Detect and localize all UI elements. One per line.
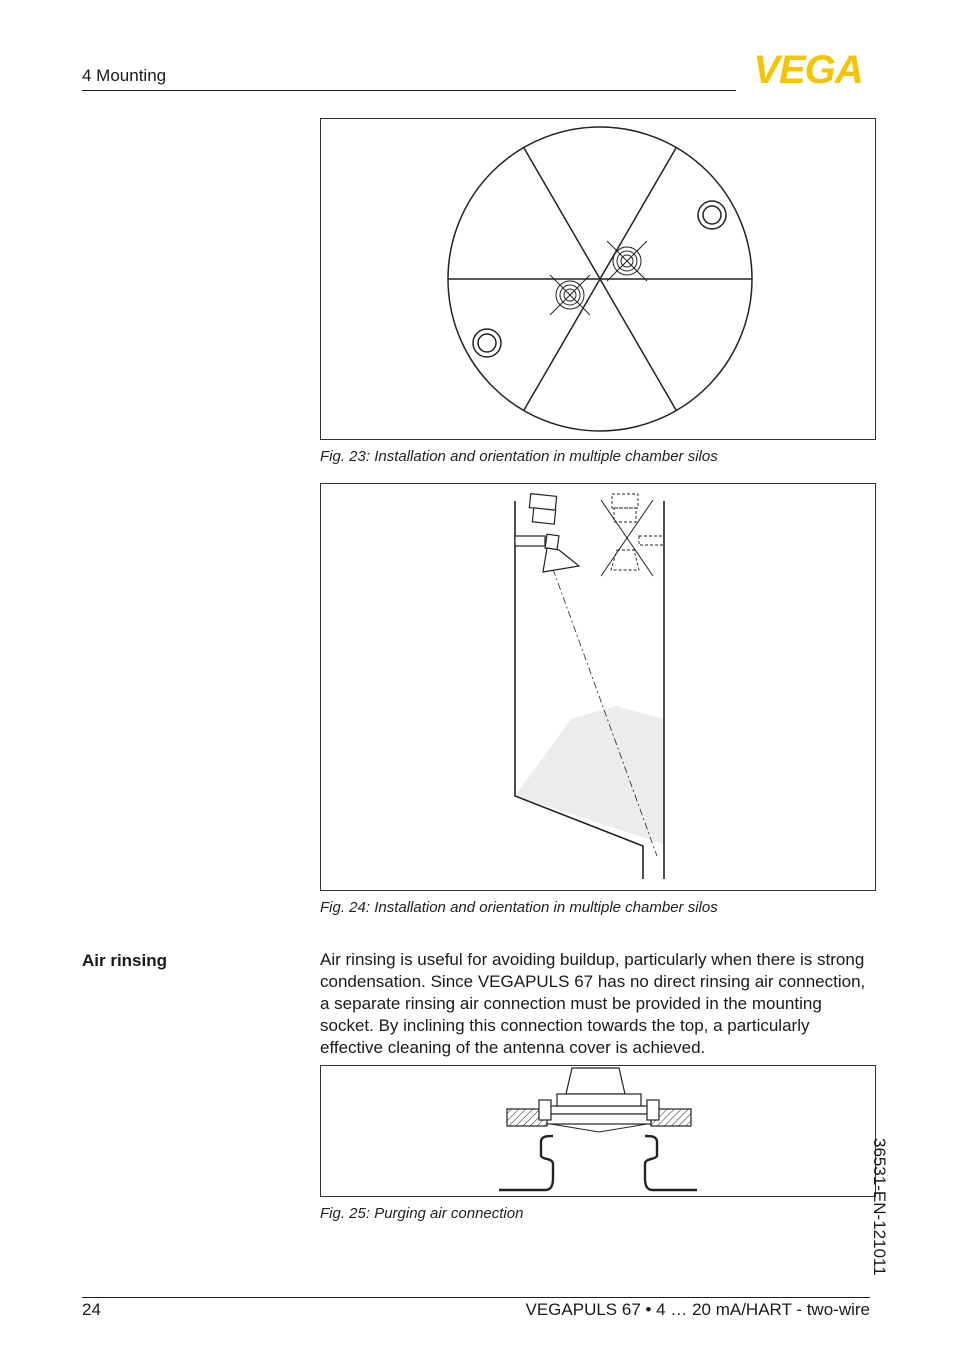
multi-chamber-silo-side-view: [321, 484, 875, 890]
radar-sensor-icon: [515, 494, 579, 572]
logo-lettering: VEGA: [753, 52, 863, 86]
bolt-right: [647, 1100, 659, 1120]
figure-25-caption: Fig. 25: Purging air connection: [320, 1205, 524, 1222]
mounting-socket: [499, 1136, 697, 1190]
correct-sensor-position-icon: [473, 329, 501, 357]
figure-25: [320, 1065, 876, 1197]
purging-air-connection-drawing: [321, 1066, 875, 1196]
header-rule: [82, 90, 736, 91]
flange-plate: [547, 1106, 651, 1114]
section-title: Air rinsing: [82, 951, 168, 970]
wrong-cross-icon: [601, 500, 653, 576]
document-id: [870, 1138, 903, 1298]
bolt-left: [539, 1100, 551, 1120]
multi-chamber-silo-top-view: [321, 119, 875, 439]
footer-rule: [82, 1297, 870, 1298]
footer-document-title: VEGAPULS 67 • 4 … 20 mA/HART - two-wire: [525, 1300, 870, 1319]
page-number: 24: [82, 1300, 101, 1319]
wrong-sensor-position-icon: [607, 241, 647, 281]
vega-logo: [742, 52, 874, 86]
wrong-sensor-orientation-icon: [611, 494, 664, 570]
wrong-sensor-position-icon: [550, 275, 590, 315]
document-id-text: 36531-EN-121011: [870, 1138, 889, 1276]
figure-23-caption: Fig. 23: Installation and orientation in multiple chamber silos: [320, 448, 718, 465]
figure-24: [320, 483, 876, 891]
sensor-housing: [566, 1068, 625, 1094]
figure-24-caption: Fig. 24: Installation and orientation in multiple chamber silos: [320, 899, 718, 916]
antenna-cone: [551, 1124, 647, 1132]
correct-sensor-position-icon: [698, 201, 726, 229]
figure-23: [320, 118, 876, 440]
bulk-material: [515, 706, 664, 844]
header-section-title: 4 Mounting: [82, 66, 167, 85]
section-body: Air rinsing is useful for avoiding buildup, particularly when there is strong condensation. Since VEGAPULS 67 has no direct rinsing air connection, a separate rinsing air connection must be provided in the mounting socket. By inclining this connection towards the top, a particularly effective cleaning of the antenna cover is achieved.: [320, 950, 866, 1057]
